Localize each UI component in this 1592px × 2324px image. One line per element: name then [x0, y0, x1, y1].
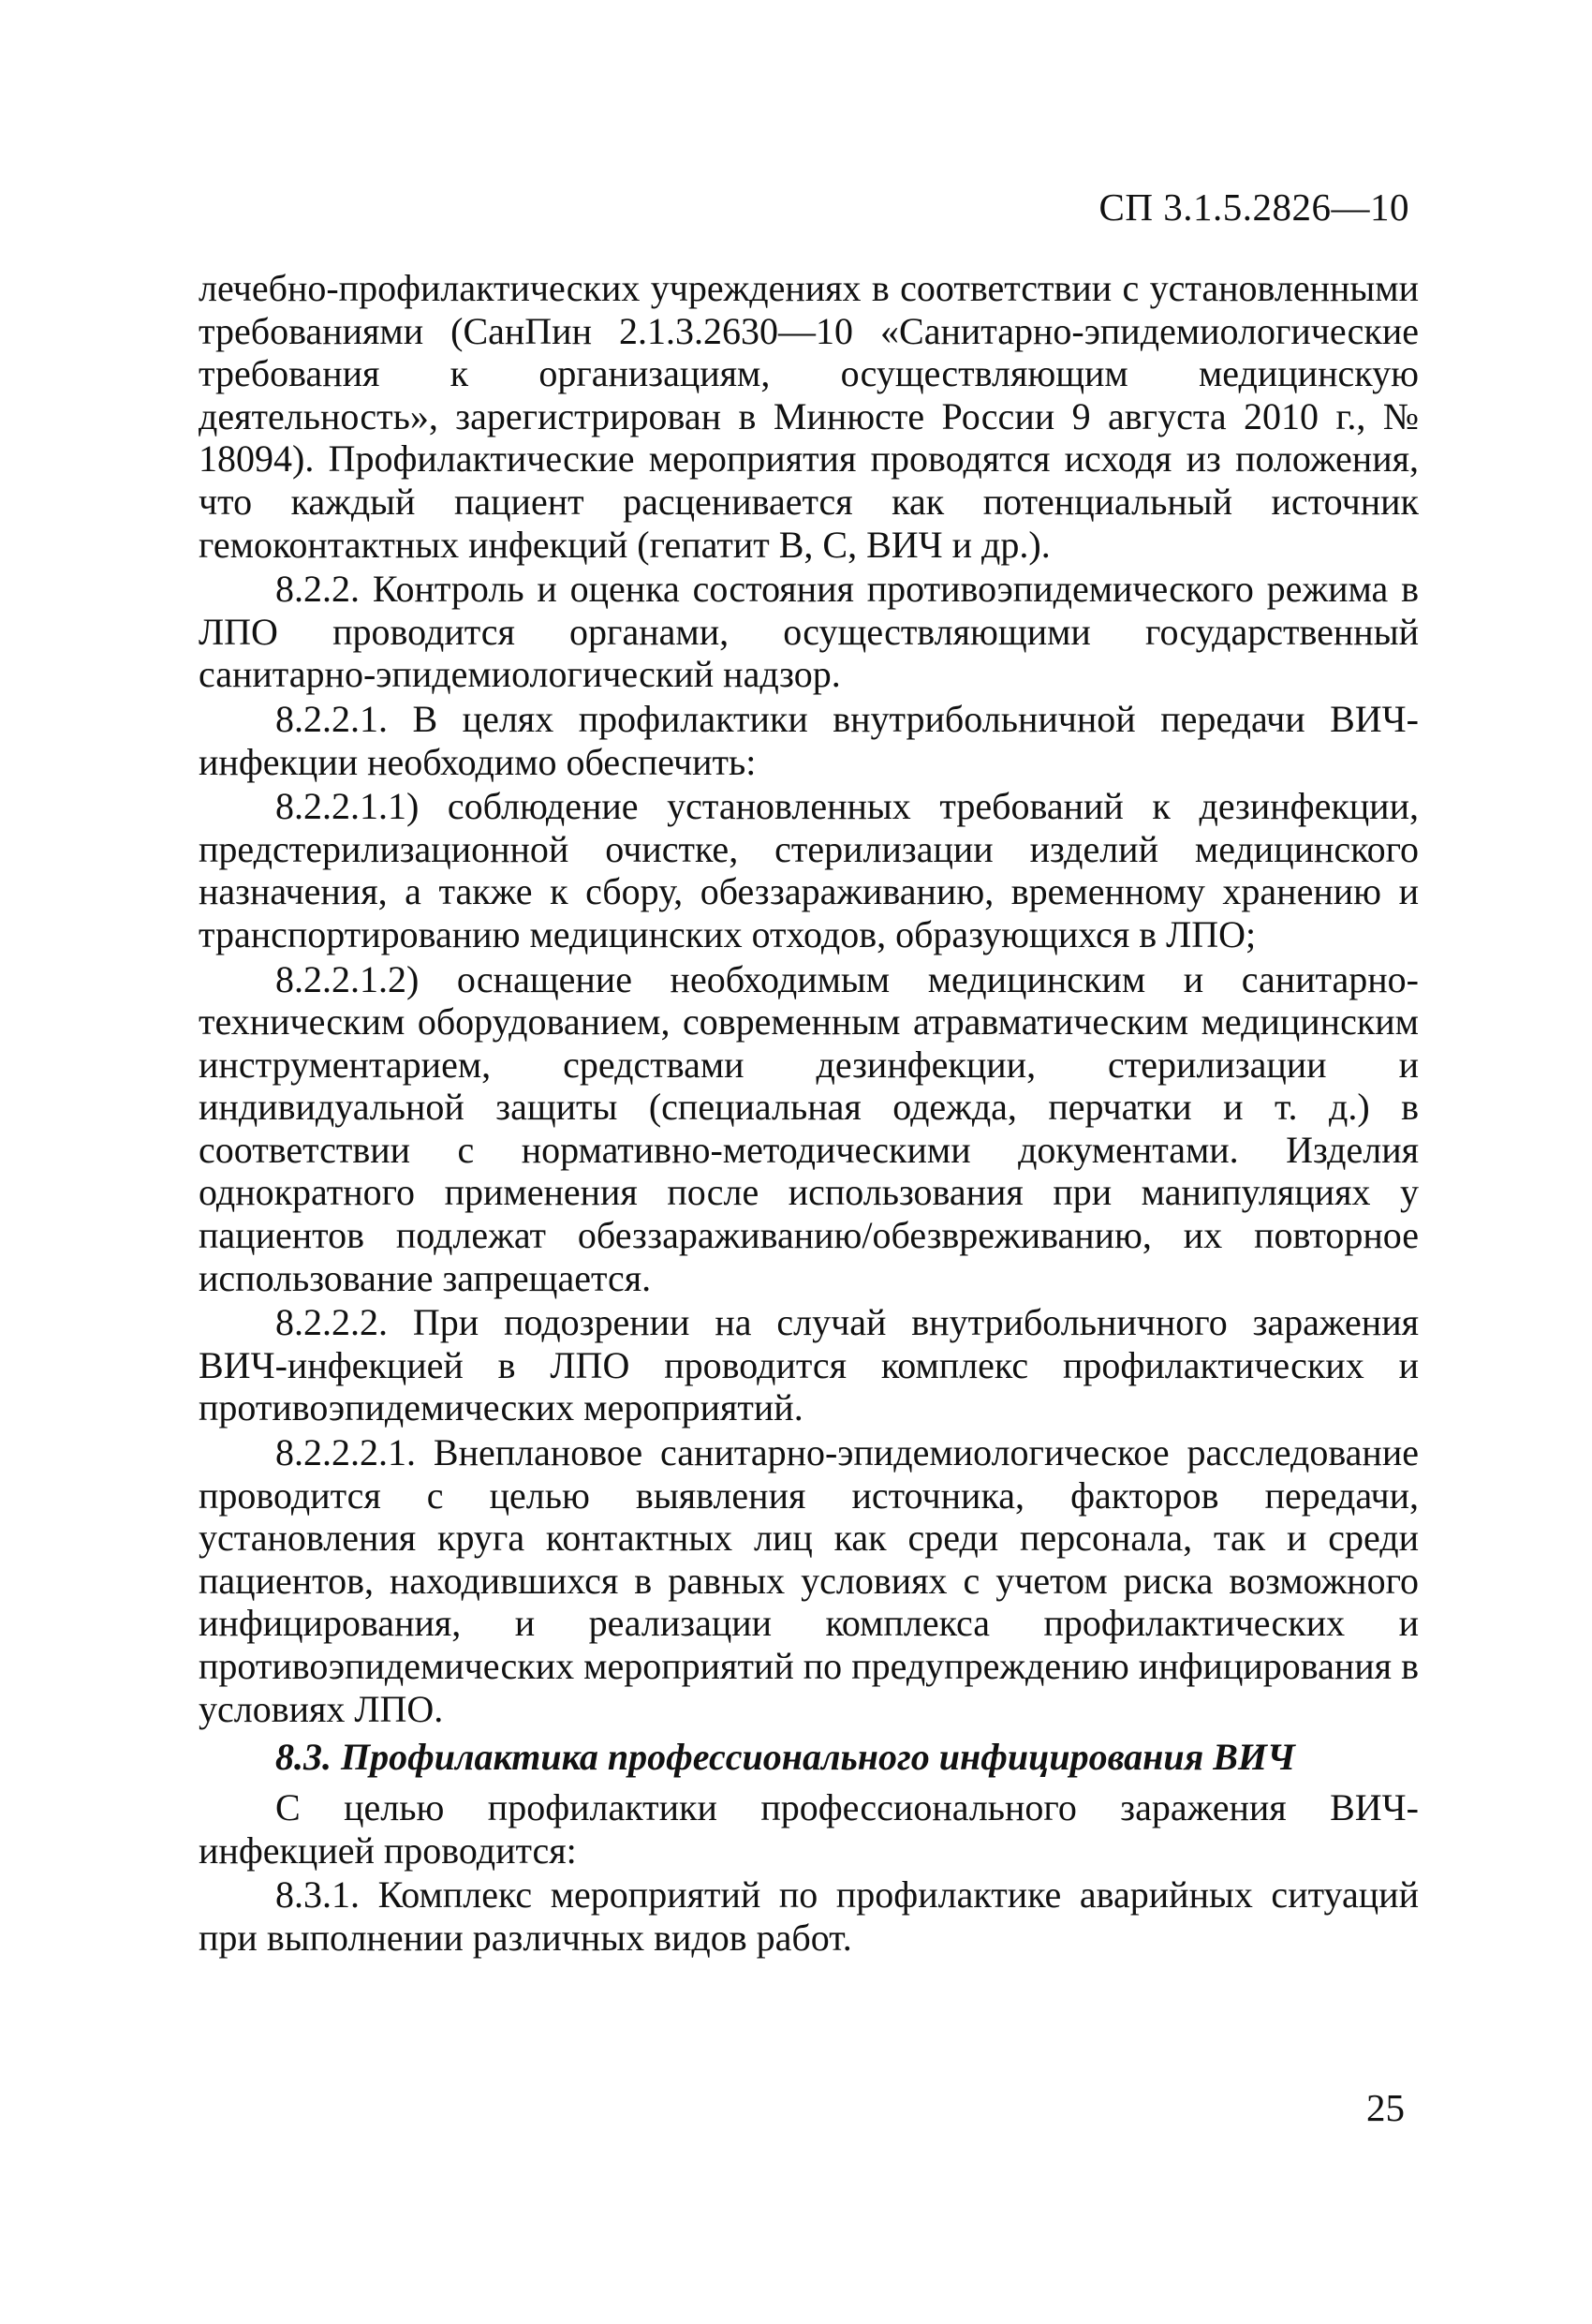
paragraph-8-2-2-1-1: 8.2.2.1.1) соблюдение установленных требований к дезинфекции, предстерилизационной очистке, стерилизации изделий медицинского назначения, а также к сбору, обеззараживанию, временному хранению и транспортированию медицинских отходов, образующихся в ЛПО;	[199, 785, 1419, 955]
paragraph-continuation: лечебно-профилактических учреждениях в соответствии с установленными требованиями (СанПин 2.1.3.2630—10 «Санитарно-эпидемиологические требования к организациям, осуществляющим медицинскую деятельность», зарегистрирован в Минюсте России 9 августа 2010 г., № 18094). Профилактические мероприятия проводятся исходя из положения, что каждый пациент расценивается как потенциальный источник гемоконтактных инфекций (гепатит В, С, ВИЧ и др.).	[199, 267, 1419, 566]
section-heading-8-3: 8.3. Профилактика профессионального инфицирования ВИЧ	[275, 1736, 1295, 1779]
paragraph-8-2-2: 8.2.2. Контроль и оценка состояния противоэпидемического режима в ЛПО проводится органами, осуществляющими государственный санитарно-эпидемиологический надзор.	[199, 568, 1419, 696]
paragraph-8-3-intro: С целью профилактики профессионального заражения ВИЧ-инфекцией проводится:	[199, 1786, 1419, 1872]
page-number: 25	[1366, 2086, 1405, 2129]
paragraph-8-2-2-1-2: 8.2.2.1.2) оснащение необходимым медицинским и санитарно-техническим оборудованием, современным атравматическим медицинским инструментарием, средствами дезинфекции, стерилизации и индивидуальной защиты (специальная одежда, перчатки и т. д.) в соответствии с нормативно-методическими документами. Изделия однократного применения после использования при манипуляциях у пациентов подлежат обеззараживанию/обезвреживанию, их повторное использование запрещается.	[199, 957, 1419, 1299]
paragraph-8-3-1: 8.3.1. Комплекс мероприятий по профилактике аварийных ситуаций при выполнении различных видов работ.	[199, 1873, 1419, 1959]
paragraph-8-2-2-2-1: 8.2.2.2.1. Внеплановое санитарно-эпидемиологическое расследование проводится с целью выявления источника, факторов передачи, установления круга контактных лиц как среди персонала, так и среди пациентов, находившихся в равных условиях с учетом риска возможного инфицирования, и реализации комплекса профилактических и противоэпидемических мероприятий по предупреждению инфицирования в условиях ЛПО.	[199, 1431, 1419, 1730]
paragraph-8-2-2-1: 8.2.2.1. В целях профилактики внутрибольничной передачи ВИЧ-инфекции необходимо обеспечить:	[199, 697, 1419, 783]
document-code-header: СП 3.1.5.2826—10	[1098, 185, 1409, 229]
document-body	[199, 267, 1419, 1961]
paragraph-8-2-2-2: 8.2.2.2. При подозрении на случай внутрибольничного заражения ВИЧ-инфекцией в ЛПО проводится комплекс профилактических и противоэпидемических мероприятий.	[199, 1301, 1419, 1429]
